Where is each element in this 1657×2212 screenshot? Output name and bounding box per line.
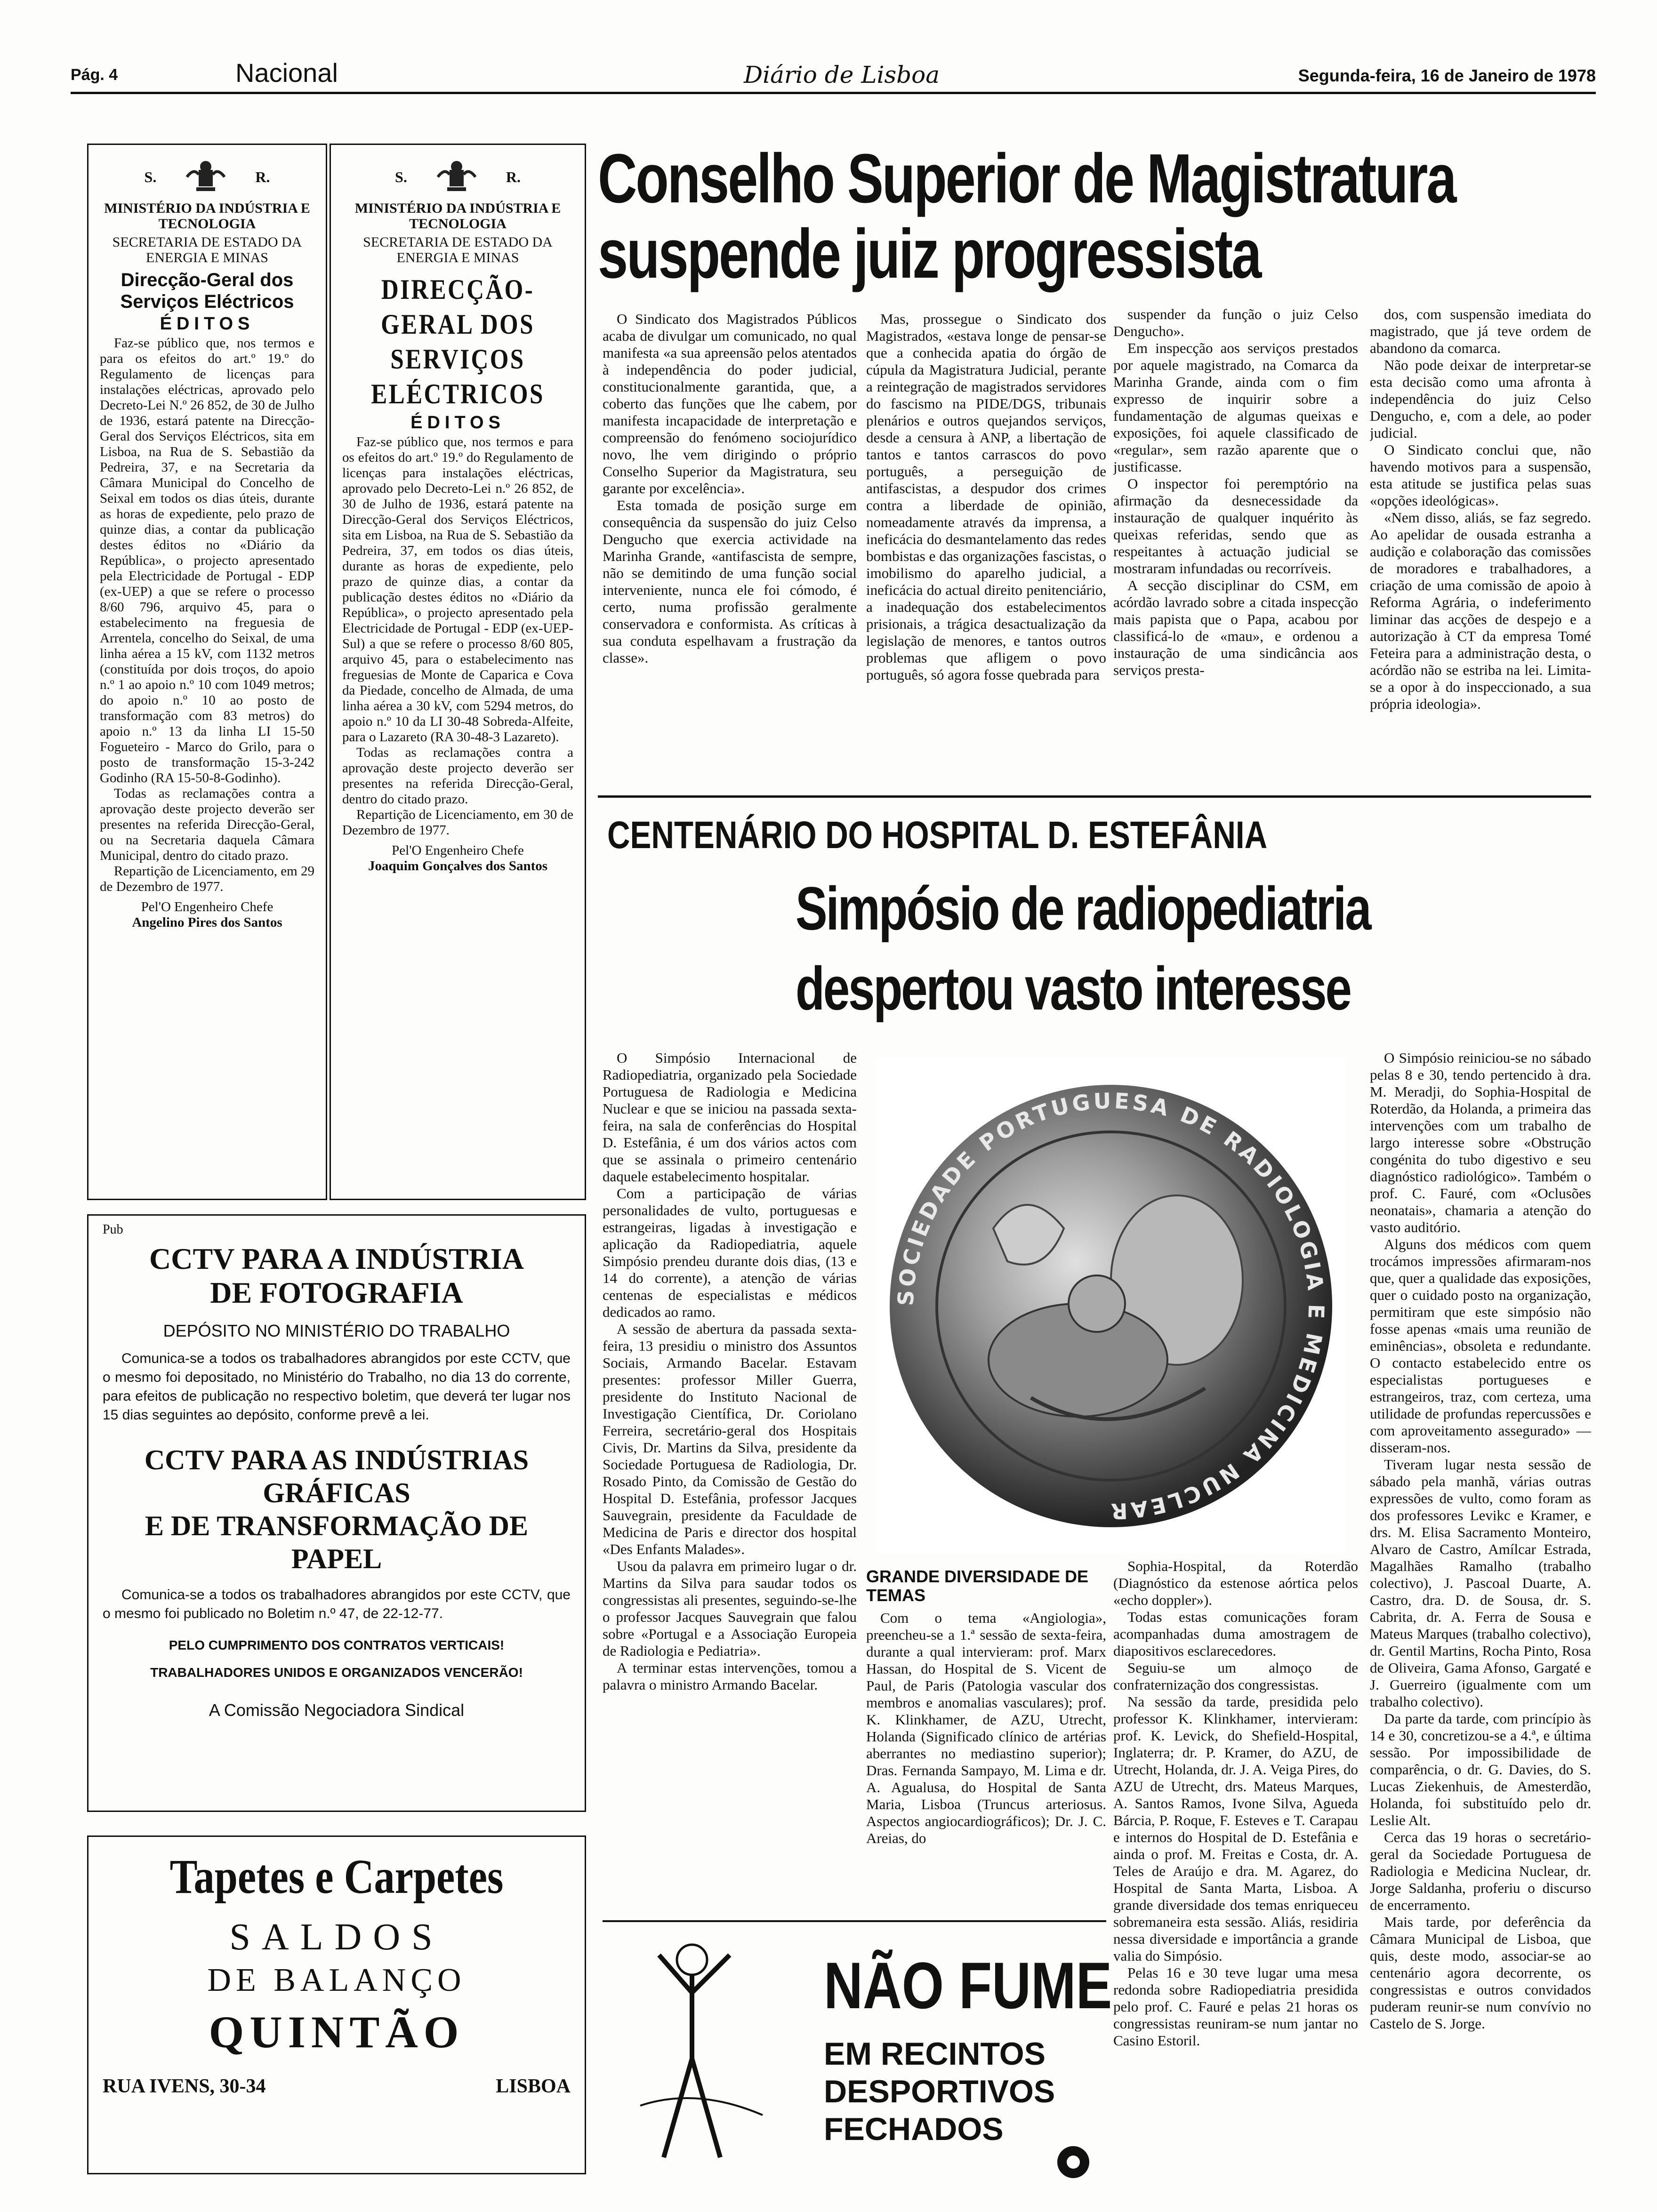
signature-name: Joaquim Gonçalves dos Santos — [368, 858, 548, 874]
cctv-graphic-text: Comunica-se a todos os trabalhadores abrangidos por este CCTV, que o mesmo foi publicado no Boletim n.º 47, de 22-12-77. — [103, 1587, 571, 1621]
ministry-name: MINISTÉRIO DA INDÚSTRIA E TECNOLOGIA — [354, 200, 561, 232]
editos-label: ÉDITOS — [410, 413, 505, 433]
secretary-name: SECRETARIA DE ESTADO DA ENERGIA E MINAS — [363, 234, 553, 265]
ad-line-1: EM RECINTOS — [824, 2036, 1046, 2072]
editos-label: ÉDITOS — [160, 314, 255, 334]
coat-of-arms-icon — [435, 158, 478, 196]
article2-subhead: GRANDE DIVERSIDADE DE TEMAS — [866, 1567, 1089, 1605]
direction-name: Direcção-Geral dos Serviços Eléctricos — [120, 270, 294, 312]
coat-of-arms: S. R. — [100, 158, 314, 196]
edito-body: Faz-se público que, nos termos e para os efeitos do art.º 19.º do Regulamento de licenças para instalações eléctricas, aprovado pelo Decreto-Lei n.º 26 852, de 30 de Julho de 1936, estará patente na Direcção-Geral dos Serviços Eléctricos, sita em Lisboa, na Rua de S. Sebastião da Pedreira, 37, em todos os dias úteis, durante as horas de expediente, pelo prazo de quinze dias, a contar da publicação destes éditos no «Diário da República», o projecto apresentado pela Electricidade de Portugal - EDP (ex-UEP-Sul) a que se refere o processo 8/60 805, arquivo 45, para o estabelecimento nas freguesias de Monte de Caparica e Cova da Piedade, concelho de Almada, de uma linha aérea a 30 kV, com 5294 metros, do apoio n.º 10 da LI 30-48 Sobreda-Alfeite, para o Lazareto (RA 30-48-3 Lazareto). — [342, 434, 573, 745]
ad-store-name: QUINTÃO — [209, 2007, 465, 2057]
cctv-photo-text: Comunica-se a todos os trabalhadores abrangidos por este CCTV, que o mesmo foi depositado, no Ministério do Trabalho, no dia 13 do corrente, para efeitos de publicação no respectivo boletim, que deverá ter lugar nos 15 dias seguintes ao depósito, conforme prevê a lei. — [103, 1351, 571, 1423]
article2-column-3: Sophia-Hospital, da Roterdão (Diagnóstico da estenose aórtica pelos «echo doppler»). Todas estas comunicações foram acompanhadas duma amostragem de diapositivos esclarecedores. Seguiu-se um almoço de confraternização dos congressistas. Na sessão da tarde, presidida pelo professor K. Klinkhamer, intervieram: prof. K. Levick, do Shefield-Hospital, Inglaterra; dr. P. Kramer, do AZU, de Utrecht, Holanda, dr. J. A. Veiga Pires, do AZU de Utrecht, drs. Mateus Marques, A. Santos Ramos, Ivone Silva, Agueda Bárcia, P. Roque, F. Esteves e T. Carapau e internos do Hospital de D. Estefânia e ainda o prof. M. Freitas e Costa, dr. A. Teles de Araújo e dra. M. Agarez, do Hospital de Santa Marta, Lisboa. A grande diversidade dos temas enriqueceu sobremaneira esta sessão. Aliás, residiria nessa diversidade e importância a grande valia do Simpósio. Pelas 16 e 30 teve lugar uma mesa redonda sobre Radiopediatria presidida pelo prof. C. Fauré e pelas 21 horas os congressistas reuniram-se num jantar no Casino Estoril. — [1113, 1558, 1358, 2049]
ministry-name: MINISTÉRIO DA INDÚSTRIA E TECNOLOGIA — [104, 200, 310, 232]
article1-column-3: suspender da função o juiz Celso Dengucho». Em inspecção aos serviços prestados por aquele magistrado, na Comarca da Marinha Grande, ainda com o fim expresso de inquirir sobre a fundamentação de algumas queixas e exposições, foi aquele classificado de «regular», sem razão aparente que o justificasse. O inspector foi peremptório na afirmação da desnecessidade da instauração de qualquer inquérito às queixas referidas, sendo que as respeitantes à actuação judicial se mostraram infundadas ou recorríveis. A secção disciplinar do CSM, em acórdão lavrado sobre a citada inspecção mais papista que o Papa, acabou por classificá-lo de «mau», e ordenou a instauração de uma sindicância aos serviços presta- — [1113, 306, 1358, 678]
article2-column-2: Com o tema «Angiologia», preencheu-se a 1.ª sessão de sexta-feira, durante a qual intervieram: prof. Marx Hassan, do Hospital de S. Vicent de Paul, de Paris (Patologia vascular dos membros e anomalias vasculares); prof. K. Klinkhamer, de AZU, Utrecht, Holanda (Significado clínico de artérias aberrantes no mediastino superior); Dras. Fernanda Sampayo, M. Lima e dr. A. Agualusa, do Hospital de Santa Maria, Lisboa (Truncus arteriosus. Aspectos angiocardiográficos); Dr. J. C. Areias, do — [866, 1610, 1106, 1846]
signature-title: Pel'O Engenheiro Chefe — [141, 899, 273, 914]
ad-title: Tapetes e Carpetes — [169, 1850, 504, 1904]
article1-column-2: Mas, prossegue o Sindicato dos Magistrados, «estava longe de pensar-se que a conhecida apatia do órgão de cúpula da Magistratura Judicial, perante a reintegração de magistrados servidores do fascismo na PIDE/DGS, tribunais plenários e outros quejandos serviços, desde a censura à ANP, a libertação de tantos e tantos carrascos do povo português, a perseguição de antifascistas, a despudor dos crimes contra a liberdade de opinião, nomeadamente através da imprensa, a ineficácia do desmantelamento das redes bombistas e das organizações fascistas, o imobilismo do aparelho judicial, a ineficácia do actual direito penitenciário, a inadequação dos estabelecimentos prisionais, a trágica desactualização da legislação de menores, e tantos outros problemas que afligem o povo português, só agora fosse quebrada para — [866, 311, 1106, 683]
slogan-workers: TRABALHADORES UNIDOS E ORGANIZADOS VENCERÃO! — [150, 1665, 523, 1680]
secretary-name: SECRETARIA DE ESTADO DA ENERGIA E MINAS — [112, 234, 302, 265]
edito-body-3: Repartição de Licenciamento, em 30 de Dezembro de 1977. — [342, 807, 573, 838]
coat-of-arms: S. R. — [342, 158, 573, 196]
cctv-photo-title: CCTV PARA A INDÚSTRIA DE FOTOGRAFIA — [149, 1242, 524, 1309]
union-notice-ad — [87, 1214, 586, 1812]
medal-ring-text: SOCIEDADE PORTUGUESA DE RADIOLOGIA E MEDICINA NUCLEAR — [893, 1088, 1329, 1524]
no-smoking-ad — [603, 1920, 1112, 2188]
signature-name: Angelino Pires dos Santos — [132, 915, 282, 930]
article-headline-line1: Conselho Superior de Magistratura — [598, 140, 1456, 217]
ad-city: LISBOA — [496, 2076, 571, 2097]
ad-sale-line-2: DE BALANÇO — [207, 1962, 466, 1998]
ad-address: RUA IVENS, 30-34 — [103, 2076, 266, 2097]
deposit-heading: DEPÓSITO NO MINISTÉRIO DO TRABALHO — [163, 1321, 510, 1340]
medal-photo — [876, 1059, 1346, 1553]
ministry-logo-icon — [1054, 2143, 1092, 2181]
edito-body: Faz-se público que, nos termos e para os efeitos do art.º 19.º do Regulamento de licenças para instalações eléctricas, aprovado pelo Decreto-Lei N.º 26 852, de 30 de Julho de 1936, estará patente na Direcção-Geral dos Serviços Eléctricos, sita em Lisboa, na Rua de S. Sebastião da Pedreira, 37, e na Secretaria da Câmara Municipal do Concelho de Seixal em todos os dias úteis, durante as horas de expediente, pelo prazo de quinze dias, a contar da publicação destes éditos no «Diário da República», o projecto apresentado pela Electricidade de Portugal - EDP (ex-UEP) a que se refere o processo 8/60 796, arquivo 45, para o estabelecimento na freguesia de Arrentela, concelho do Seixal, de uma linha aérea a 15 kV, com 1132 metros (constituída por dois troços, do apoio n.º 1 ao apoio n.º 10 com 1049 metros; do apoio n.º 10 ao posto de transformação com 83 metros) do apoio n.º 13 da linha LI 15-50 Fogueteiro - Marco do Grilo, para o posto de transformação 15-3-242 Godinho (RA 15-50-8-Godinho). — [100, 336, 314, 785]
article1-column-4: dos, com suspensão imediata do magistrado, que já teve ordem de abandono da comarca. Não pode deixar de interpretar-se esta decisão como uma afronta à independência do juiz Celso Dengucho, e, com a dele, ao poder judicial. O Sindicato conclui que, não havendo motivos para a suspensão, esta atitude se justifica pelas suas «opções ideológicas». «Nem disso, aliás, se faz segredo. Ao apelidar de ousada estranha a audição e colaboração das comissões de moradores e trabalhadores, a criação de uma comissão de apoio à Reforma Agrária, o indeferimento liminar das acções de despejo e a autorização à CT da empresa Tomé Feteira para a administração desta, o acórdão não se estriba na lei. Limita-se a opor à do inspeccionado, a sua própria ideologia». — [1370, 306, 1591, 712]
ad-line-2: DESPORTIVOS — [824, 2074, 1055, 2109]
ad-sale-line: SALDOS — [229, 1916, 444, 1958]
ad-headline: NÃO FUME — [824, 1948, 1112, 2022]
section-title: Nacional — [235, 58, 338, 88]
masthead: Diário de Lisboa — [744, 61, 940, 88]
article2-headline-line2: despertou vasto interesse — [796, 954, 1351, 1023]
article2-headline-line1: Simpósio de radiopediatria — [796, 874, 1370, 943]
page-number: Pág. 4 — [71, 66, 118, 84]
article2-column-1: O Simpósio Internacional de Radiopediatria, organizado pela Sociedade Portuguesa de Radiologia e Medicina Nuclear e que se iniciou na passada sexta-feira, na sala de conferências do Hospital D. Estefânia, é um dos vários actos com que se assinala o primeiro centenário daquele estabelecimento hospitalar. Com a participação de várias personalidades de vulto, portuguesas e estrangeiras, ligadas à investigação e aplicação da Radiopediatria, aquele Simpósio prendeu durante dois dias, (13 e 14 do corrente), a atenção de várias centenas de especialistas e médicos dedicados ao ramo. A sessão de abertura da passada sexta-feira, 13 presidiu o ministro dos Assuntos Sociais, Armando Bacelar. Estavam presentes: professor Miller Guerra, presidente do Instituto Nacional de Investigação Científica, Dr. Coriolano Ferreira, secretário-geral dos Hospitais Civis, Dr. Martins da Silva, presidente da Sociedade Portuguesa de Radiologia, Dr. Rosado Pinto, da Comissão de Gestão do Hospital D. Estefânia, professor Jacques Sauvegrain, presidente da Faculdade de Medicina de Paris e director dos hospital «Des Enfants Malades». Usou da palavra em primeiro lugar o dr. Martins da Silva para saudar todos os congressistas ali presentes, seguindo-se-lhe o professor Jacques Sauvegrain que falou sobre «Portugal e a Associação Europeia de Radiologia e Pediatria». A terminar estas intervenções, tomou a palavra o ministro Armando Bacelar. — [603, 1050, 857, 1693]
edito-body-2: Todas as reclamações contra a aprovação deste projecto deverão ser presentes na referida Direcção-Geral, dentro do citado prazo. — [342, 745, 573, 807]
edito-notice-almada — [330, 144, 586, 1200]
pub-label: Pub — [103, 1222, 123, 1237]
edito-body-3: Repartição de Licenciamento, em 29 de Dezembro de 1977. — [100, 864, 314, 894]
issue-date: Segunda-feira, 16 de Janeiro de 1978 — [1298, 66, 1596, 85]
article-headline-line2: suspende juiz progressista — [598, 215, 1261, 293]
carpet-store-ad — [87, 1835, 586, 2174]
section-divider — [598, 795, 1591, 798]
edito-notice-seixal — [87, 144, 327, 1200]
medal-image — [876, 1059, 1346, 1553]
slogan-contracts: PELO CUMPRIMENTO DOS CONTRATOS VERTICAIS! — [169, 1638, 505, 1652]
article1-column-1: O Sindicato dos Magistrados Públicos acaba de divulgar um comunicado, no qual manifesta «a sua apreensão pelos atentados à independência do poder judicial, constitucionalmente garantida, que, a coberto das funções que lhe cabem, por manifesta incapacidade de interpretação e compreensão do fenómeno sociojurídico novo, lhe vem dirigindo o próprio Conselho Superior da Magistratura, seu garante por excelência». Esta tomada de posição surge em consequência da suspensão do juiz Celso Dengucho que exercia actividade na Marinha Grande, «antifascista de sempre, não se demitindo de uma função social interveniente, nunca ele foi cómodo, é certo, numa profissão geralmente conservadora e conformista. As críticas à sua conduta espelhavam a frustração da classe». — [603, 311, 857, 666]
article2-column-4: O Simpósio reiniciou-se no sábado pelas 8 e 30, tendo pertencido à dra. M. Meradji, do Sophia-Hospital de Roterdão, da Holanda, a primeira das intervenções com um trabalho de largo interesse sobre «Obstrução congénita do tubo digestivo e seu diagnóstico radiológico». Também o prof. C. Fauré, com «Oclusões neonatais», chamaria a atenção do vasto auditório. Alguns dos médicos com quem trocámos impressões afirmaram-nos que, quer a qualidade das exposições, quer o cuidado posto na organização, permitiram que este simpósio não fosse apenas «mais uma reunião de eminências», obsoleta e redundante. O contacto estabelecido entre os especialistas portugueses e estrangeiros, traz, com certeza, uma utilidade de profundas repercussões e com aproveitamento assegurado» — disseram-nos. Tiveram lugar nesta sessão de sábado pela manhã, várias outras expressões de vulto, como foram as dos professores Levikc e Kramer, e drs. M. Elisa Sacramento Monteiro, Alvaro de Castro, Amílcar Estrada, Magalhães Ramalho (trabalho colectivo), J. Pascoal Duarte, A. Castro, dra. D. de Sousa, dr. S. Cabrita, dr. A. Ferra de Sousa e Mateus Marques (trabalho colectivo), dr. Gentil Martins, Rocha Pinto, Rosa de Oliveira, Gama Afonso, Gargaté e J. Guerreiro (igualmente com um trabalho colectivo). Da parte da tarde, com princípio às 14 e 30, concretizou-se a 4.ª, e última sessão. Por impossibilidade de comparência, o dr. G. Davies, do S. Lucas Ziekenhuis, de Amesterdão, Holanda, foi substituído pelo dr. Leslie Alt. Cerca das 19 horas o secretário-geral da Sociedade Portuguesa de Radiologia e Medicina Nuclear, dr. Jorge Saldanha, proferiu o discurso de encerramento. Mais tarde, por deferência da Câmara Municipal de Lisboa, que quis, deste modo, associar-se ao centenário agora decorrente, os congressistas e outros convidados puderam reunir-se num convívio no Castelo de S. Jorge. — [1370, 1050, 1591, 2032]
coat-of-arms-icon — [185, 158, 227, 196]
cctv-graphic-title: CCTV PARA AS INDÚSTRIAS GRÁFICAS E DE TRANSFORMAÇÃO DE PAPEL — [144, 1444, 529, 1574]
union-signature: A Comissão Negociadora Sindical — [209, 1700, 465, 1720]
article2-kicker: CENTENÁRIO DO HOSPITAL D. ESTEFÂNIA — [607, 814, 1268, 857]
ad-line-3: FECHADOS — [824, 2111, 1004, 2147]
direction-name: DIRECÇÃO-GERAL DOS SERVIÇOS ELÉCTRICOS — [371, 274, 545, 409]
edito-body-2: Todas as reclamações contra a aprovação deste projecto deverão ser presentes na referida Direcção-Geral, ou na Secretaria daquela Câmara Municipal, dentro do citado prazo. — [100, 786, 314, 863]
signature-title: Pel'O Engenheiro Chefe — [392, 843, 524, 858]
header-rule — [71, 92, 1596, 94]
athlete-illustration-icon — [612, 1936, 791, 2181]
